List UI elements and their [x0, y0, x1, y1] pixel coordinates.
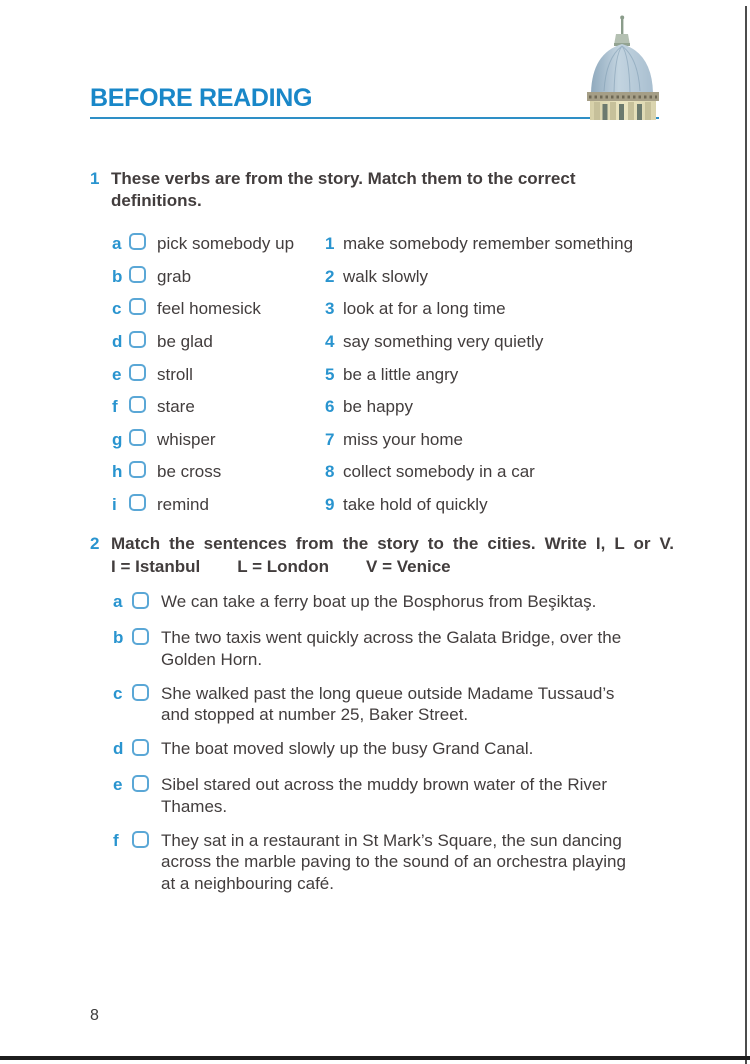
city-answer-box-f[interactable] — [132, 831, 149, 848]
exercise2-number: 2 — [90, 534, 100, 553]
sentence-text: They sat in a restaurant in St Mark’s Square, the sun dancing across the marble paving to the sound of an orchestra playing at a neighbouring café. — [161, 830, 626, 893]
answer-box-i[interactable] — [129, 494, 146, 511]
sentence-text: She walked past the long queue outside Madame Tussaud’s and stopped at number 25, Baker Street. — [161, 683, 615, 724]
city-answer-box-b[interactable] — [132, 628, 149, 645]
item-letter: d — [113, 739, 124, 758]
definition-number: 3 — [325, 299, 335, 319]
verb-label: stroll — [157, 364, 193, 384]
answer-box-f[interactable] — [129, 396, 146, 413]
legend-london: L = London — [237, 557, 330, 576]
definition-number: 6 — [325, 397, 335, 417]
answer-box-b[interactable] — [129, 266, 146, 283]
city-answer-box-c[interactable] — [132, 684, 149, 701]
exercise2-city-legend — [111, 556, 674, 578]
exercise1-number: 1 — [90, 169, 100, 188]
definition-label: say something very quietly — [343, 332, 544, 352]
match-row — [0, 261, 750, 294]
sentence-text: The two taxis went quickly across the Galata Bridge, over the Golden Horn. — [161, 628, 622, 669]
definition-label: make somebody remember something — [343, 234, 634, 254]
answer-box-e[interactable] — [129, 364, 146, 381]
definition-number: 4 — [325, 332, 335, 352]
match-row — [0, 358, 750, 391]
city-answer-box-a[interactable] — [132, 592, 149, 609]
definition-label: be happy — [343, 397, 413, 417]
definition-label: look at for a long time — [343, 299, 506, 319]
answer-box-g[interactable] — [129, 429, 146, 446]
page-edge-bottom — [0, 1056, 750, 1060]
exercise1-match-list — [0, 228, 750, 521]
definition-label: miss your home — [343, 429, 463, 449]
item-letter: e — [112, 364, 122, 384]
item-letter: d — [112, 332, 123, 352]
match-row — [0, 326, 750, 359]
item-letter: c — [112, 299, 122, 319]
item-letter: a — [112, 234, 122, 254]
definition-number: 8 — [325, 462, 335, 482]
sentence-text: The boat moved slowly up the busy Grand Canal. — [161, 739, 534, 758]
answer-box-c[interactable] — [129, 298, 146, 315]
match-row — [0, 424, 750, 457]
sentence-row — [0, 774, 750, 817]
sentence-text: We can take a ferry boat up the Bosphorus from Beşiktaş. — [161, 592, 597, 611]
item-letter: c — [113, 683, 123, 703]
sentence-row — [0, 683, 750, 726]
verb-label: stare — [157, 397, 195, 417]
city-answer-box-e[interactable] — [132, 775, 149, 792]
answer-box-h[interactable] — [129, 461, 146, 478]
verb-label: be cross — [157, 462, 222, 482]
title-rule — [90, 117, 659, 119]
definition-number: 2 — [325, 266, 335, 286]
st-pauls-dome-icon — [584, 13, 662, 120]
definition-number: 1 — [325, 234, 335, 254]
page-title: BEFORE READING — [90, 84, 313, 112]
item-letter: h — [112, 462, 123, 482]
item-letter: g — [112, 429, 123, 449]
definition-number: 5 — [325, 364, 335, 384]
item-letter: f — [113, 830, 119, 850]
match-row — [0, 391, 750, 424]
item-letter: f — [112, 397, 118, 417]
sentence-row — [0, 591, 750, 615]
definition-label: walk slowly — [343, 266, 429, 286]
verb-label: pick somebody up — [157, 234, 295, 254]
definition-label: be a little angry — [343, 364, 459, 384]
verb-label: remind — [157, 495, 209, 515]
match-row — [0, 489, 750, 522]
item-letter: i — [112, 495, 117, 515]
definition-number: 7 — [325, 429, 335, 449]
sentence-row — [0, 830, 750, 895]
legend-venice: V = Venice — [366, 557, 451, 576]
definition-number: 9 — [325, 495, 335, 515]
verb-label: feel homesick — [157, 299, 261, 319]
answer-box-a[interactable] — [129, 233, 146, 250]
city-answer-box-d[interactable] — [132, 739, 149, 756]
match-row — [0, 228, 750, 261]
exercise2-sentence-list — [0, 591, 750, 907]
item-letter: b — [112, 266, 123, 286]
match-row — [0, 293, 750, 326]
item-letter: b — [113, 628, 124, 647]
exercise2-heading — [90, 533, 674, 578]
item-letter: e — [113, 775, 123, 794]
sentence-row — [0, 627, 750, 670]
match-row — [0, 456, 750, 489]
sentence-row — [0, 738, 750, 762]
exercise2-instruction-line1: Match the sentences from the story to the cities. Write I, L or V. — [111, 534, 674, 553]
exercise1-heading — [90, 168, 575, 212]
page-edge-right — [745, 6, 747, 1064]
verb-label: grab — [157, 266, 192, 286]
sentence-text: Sibel stared out across the muddy brown water of the River Thames. — [161, 775, 607, 816]
exercise1-instruction-line2: definitions. — [111, 191, 202, 210]
legend-istanbul: I = Istanbul — [111, 557, 201, 576]
page-number: 8 — [90, 1007, 99, 1024]
answer-box-d[interactable] — [129, 331, 146, 348]
definition-label: collect somebody in a car — [343, 462, 535, 482]
verb-label: be glad — [157, 332, 213, 352]
definition-label: take hold of quickly — [343, 495, 488, 515]
exercise1-instruction-line1: These verbs are from the story. Match them to the correct — [111, 169, 576, 188]
verb-label: whisper — [157, 429, 216, 449]
item-letter: a — [113, 592, 123, 611]
